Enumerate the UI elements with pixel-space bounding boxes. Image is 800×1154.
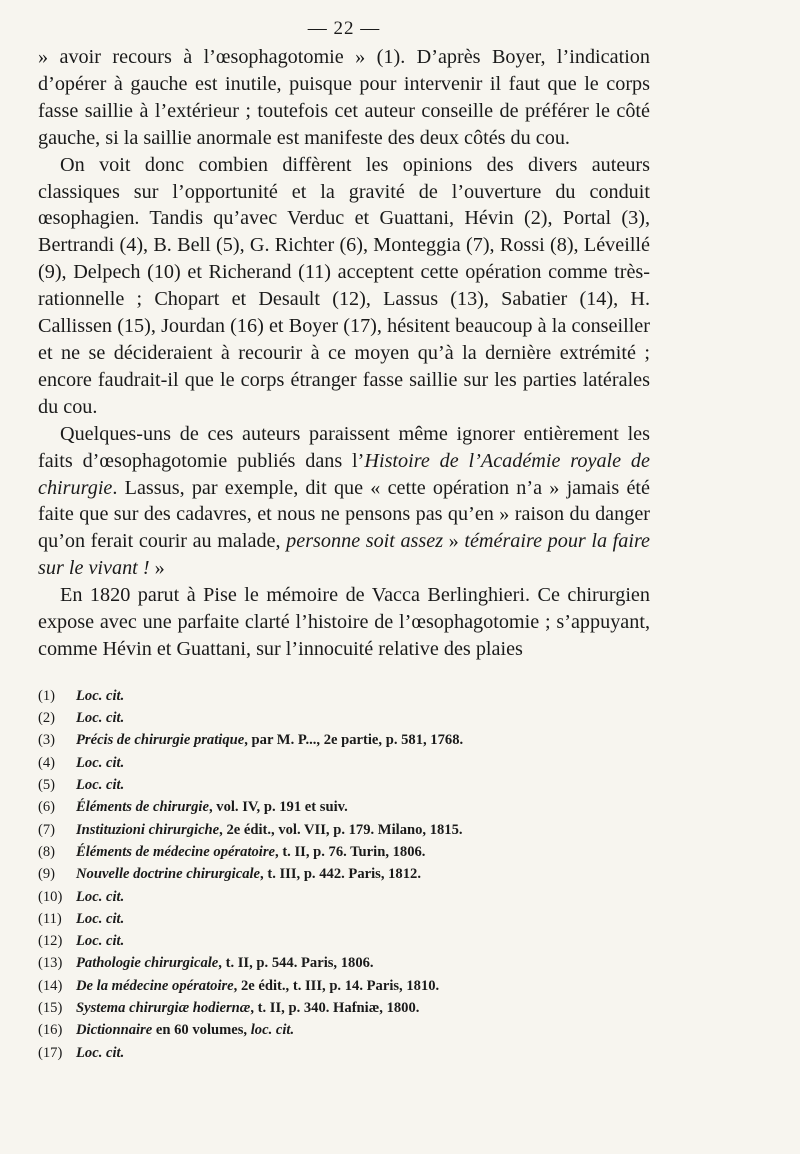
text-run: , par M. P..., 2e partie, p. 581, 1768. bbox=[244, 732, 464, 749]
text-run: » bbox=[443, 530, 465, 553]
footnote-reference bbox=[76, 819, 463, 841]
footnote bbox=[38, 729, 650, 751]
footnote-reference bbox=[76, 863, 421, 885]
footnote-reference bbox=[76, 1019, 294, 1041]
footnote-reference bbox=[76, 908, 124, 930]
italic-text: Loc. cit. bbox=[76, 754, 125, 771]
footnote-number: (9) bbox=[38, 866, 56, 883]
italic-text: Pathologie chirurgicale bbox=[76, 955, 219, 972]
footnote-reference bbox=[76, 707, 124, 729]
footnote-reference bbox=[76, 1042, 124, 1064]
footnote bbox=[38, 908, 650, 930]
footnote-number: (17) bbox=[38, 1044, 63, 1061]
footnote-number: (10) bbox=[38, 888, 63, 905]
italic-text: Instituzioni chirurgiche bbox=[76, 821, 220, 838]
footnote bbox=[38, 685, 650, 707]
footnote-number: (16) bbox=[38, 1022, 63, 1039]
text-run: , t. II, p. 340. Hafniæ, 1800. bbox=[250, 1000, 420, 1016]
text-run: , t. II, p. 544. Paris, 1806. bbox=[218, 955, 374, 972]
italic-text: Loc. cit. bbox=[76, 933, 125, 950]
text-run: On voit donc combien diffèrent les opinions des divers auteurs classiques sur l’opportunité et la gravité de l’ouverture du conduit œsophagien. Tandis qu’avec Verduc et Guattani, Hévin (2), Portal (3), Bertrandi (4), B. Bell (5), G. Richter (6), Monteggia (7), Rossi (8), Léveillé (9), Delpech (10) et Richerand (11) acceptent cette opération comme très-rationnelle ; Chopart et Desault (12), Lassus (13), Sabatier (14), H. Callissen (15), Jourdan (16) et Boyer (17), hésitent beaucoup à la conseiller et ne se décideraient à recourir à ce moyen qu’à la dernière extrémité ; encore faudrait-il que le corps étranger fasse saillie sur les parties latérales du cou. bbox=[38, 153, 650, 418]
footnote bbox=[38, 930, 650, 952]
footnote bbox=[38, 1042, 650, 1064]
italic-text: Dictionnaire bbox=[76, 1022, 153, 1039]
italic-text: personne soit assez bbox=[286, 530, 444, 553]
body-text bbox=[38, 44, 650, 663]
italic-text: Loc. cit. bbox=[76, 910, 125, 927]
page-number: — 22 — bbox=[307, 18, 381, 39]
footnote-number: (13) bbox=[38, 955, 63, 972]
footnote-reference bbox=[76, 774, 124, 796]
footnote bbox=[38, 952, 650, 974]
italic-text: Éléments de médecine opératoire bbox=[76, 843, 276, 860]
footnote-reference bbox=[76, 975, 439, 997]
text-run: en 60 volumes, bbox=[152, 1022, 251, 1039]
footnote-reference bbox=[76, 752, 124, 774]
paragraph bbox=[38, 152, 650, 421]
footnote-reference bbox=[76, 685, 124, 707]
footnote-reference bbox=[76, 886, 124, 908]
italic-text: Histoire de l’Académie royale de chirurgie bbox=[38, 449, 650, 499]
italic-text: Loc. cit. bbox=[76, 1044, 125, 1061]
footnote-number: (6) bbox=[38, 799, 56, 816]
footnote-reference bbox=[76, 841, 425, 863]
footnote-number: (3) bbox=[38, 732, 56, 749]
text-run: Quelques-uns de ces auteurs paraissent même ignorer entièrement les faits d’œsophagotomie publiés dans l’ bbox=[38, 422, 650, 472]
paragraph bbox=[38, 421, 650, 582]
text-run: » bbox=[149, 557, 165, 580]
footnote bbox=[38, 997, 650, 1019]
footnote-number: (11) bbox=[38, 910, 62, 927]
footnote-reference bbox=[76, 796, 348, 818]
italic-text: téméraire pour la faire sur le vivant ! bbox=[38, 530, 651, 580]
footnote-number: (14) bbox=[38, 977, 63, 994]
text-run: , vol. IV, p. 191 et suiv. bbox=[208, 799, 348, 816]
italic-text: Éléments de chirurgie bbox=[76, 799, 209, 816]
footnote-reference bbox=[76, 930, 124, 952]
footnote-number: (5) bbox=[38, 777, 56, 794]
footnote bbox=[38, 886, 650, 908]
italic-text: Loc. cit. bbox=[76, 710, 125, 727]
paragraph bbox=[38, 582, 650, 663]
footnotes bbox=[38, 685, 650, 1064]
italic-text: Précis de chirurgie pratique bbox=[76, 732, 245, 749]
footnote-reference bbox=[76, 952, 374, 974]
footnote-number: (2) bbox=[38, 710, 56, 727]
footnote bbox=[38, 752, 650, 774]
footnote bbox=[38, 841, 650, 863]
text-run: , 2e édit., t. III, p. 14. Paris, 1810. bbox=[233, 977, 440, 994]
footnote-number: (12) bbox=[38, 933, 63, 950]
footnote bbox=[38, 975, 650, 997]
footnote-reference bbox=[76, 997, 419, 1019]
italic-text: Loc. cit. bbox=[76, 888, 125, 905]
footnote bbox=[38, 707, 650, 729]
footnote-number: (1) bbox=[38, 687, 56, 704]
text-run: , t. II, p. 76. Turin, 1806. bbox=[275, 843, 426, 860]
text-run: , t. III, p. 442. Paris, 1812. bbox=[260, 866, 421, 883]
text-run: . Lassus, par exemple, dit que « cette opération n’a » jamais été faite que sur des cadavres, et nous ne pensons pas qu’en » raison du danger qu’on ferait courir au malade, bbox=[38, 476, 650, 553]
italic-text: Nouvelle doctrine chirurgicale bbox=[76, 866, 261, 883]
italic-text: Loc. cit. bbox=[76, 687, 125, 704]
footnote bbox=[38, 796, 650, 818]
footnote bbox=[38, 819, 650, 841]
text-run: , 2e édit., vol. VII, p. 179. Milano, 1815. bbox=[219, 821, 463, 838]
footnote-number: (7) bbox=[38, 821, 56, 838]
footnote bbox=[38, 1019, 650, 1041]
footnote-number: (15) bbox=[38, 1000, 63, 1016]
italic-text: Systema chirurgiæ hodiernæ bbox=[76, 1000, 251, 1016]
footnote-separator bbox=[38, 663, 650, 677]
text-run: En 1820 parut à Pise le mémoire de Vacca Berlinghieri. Ce chirurgien expose avec une parfaite clarté l’histoire de l’œsophagotomie ; s’appuyant, comme Hévin et Guattani, sur l’innocuité relative des plaies bbox=[38, 584, 650, 660]
paragraph bbox=[38, 44, 650, 152]
footnote-reference bbox=[76, 729, 463, 751]
footnote-number: (8) bbox=[38, 843, 56, 860]
italic-text: loc. cit. bbox=[250, 1022, 295, 1039]
document-page bbox=[38, 18, 650, 1138]
text-run: » avoir recours à l’œsophagotomie » (1). D’après Boyer, l’indication d’opérer à gauche est inutile, puisque pour intervenir il faut que le corps fasse saillie à l’extérieur ; toutefois cet auteur conseille de préférer le côté gauche, si la saillie anormale est manifeste des deux côtés du cou. bbox=[38, 46, 650, 149]
footnote bbox=[38, 774, 650, 796]
footnote-number: (4) bbox=[38, 754, 56, 771]
italic-text: Loc. cit. bbox=[76, 777, 125, 794]
footnote bbox=[38, 863, 650, 885]
italic-text: De la médecine opératoire bbox=[76, 977, 234, 994]
